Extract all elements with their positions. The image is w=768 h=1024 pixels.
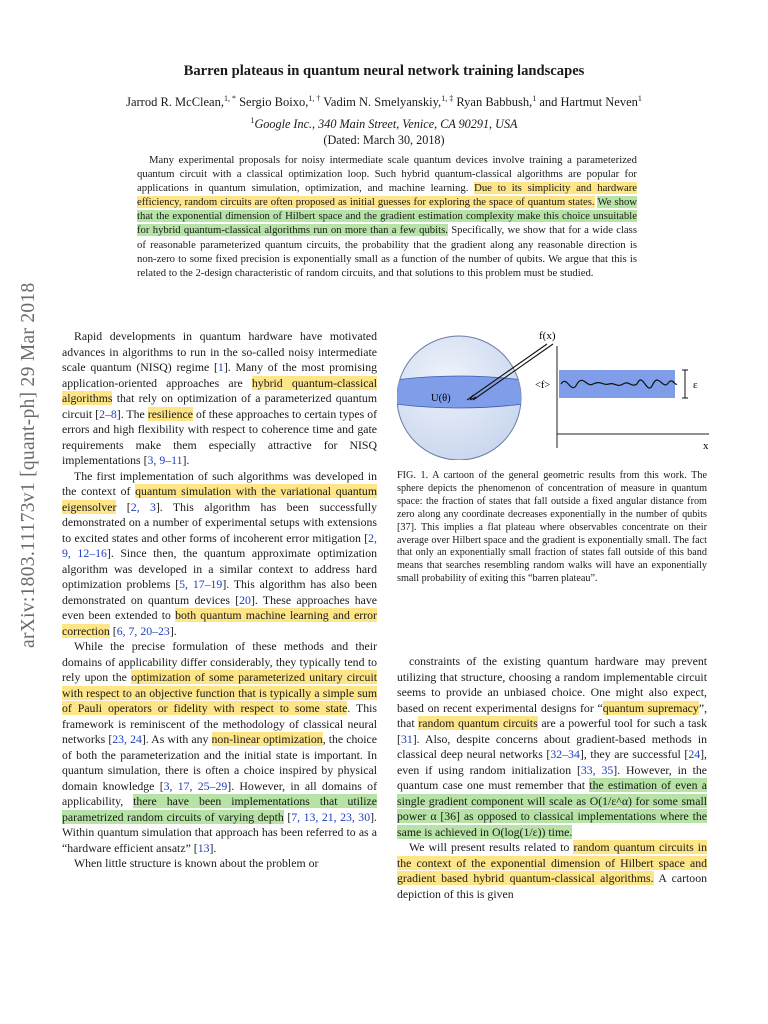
text-run: ]. The xyxy=(116,406,148,421)
right-column xyxy=(397,654,707,902)
author-mark: 1 xyxy=(532,93,537,103)
highlight-yellow: hybrid quantum-classical algorithms xyxy=(62,375,378,405)
x-axis-label: x xyxy=(703,440,709,452)
text-run: are a powerful tool for such a task [ xyxy=(397,716,707,746)
text-run: ]. Within quantum simulation that approach has been referred to as a “hardware efficient ansatz” [ xyxy=(62,809,377,855)
author-name: Jarrod R. McClean, xyxy=(126,95,224,109)
author-mark: 1, * xyxy=(223,93,236,103)
highlight-yellow: quantum supremacy xyxy=(602,700,699,715)
highlight-yellow: quantum simulation with the variational quantum eigensolver xyxy=(62,484,378,514)
citation-link[interactable]: 2–8 xyxy=(99,406,117,421)
citation-link[interactable]: 24 xyxy=(688,747,701,761)
arxiv-identifier: arXiv:1803.11173v1 [quant-ph] 29 Mar 2018 xyxy=(18,282,39,648)
date-line: (Dated: March 30, 2018) xyxy=(323,133,445,147)
citation-link[interactable]: 6, 7, 20–23 xyxy=(116,623,170,638)
highlight-green: We show that the exponential dimension of Hilbert space and the gradient estimation complexity make this choice unsuitable for hybrid quantum-classical algorithms run on more than a few qubits. xyxy=(137,196,638,237)
figure-1 xyxy=(397,330,717,460)
citation-link[interactable]: 20 xyxy=(239,592,251,607)
paragraph xyxy=(397,840,707,902)
paragraph xyxy=(62,329,377,469)
text-run: , the choice of both the parameterization and the initial state is important. In quantum simulation, there is often a choice inspired by physical domain knowledge [ xyxy=(62,732,377,793)
highlight-yellow: both quantum machine learning and error correction xyxy=(62,608,377,638)
text-run: ], they are successful [ xyxy=(579,747,689,761)
unitary-label: U(θ) xyxy=(431,393,451,404)
text-run: Many experimental proposals for noisy intermediate scale quantum devices involve training a parameterized quantum circuit with a classical optimization loop. Such hybrid quantum-classical algorithms are popular for applications in quantum simulation, optimization, and machine learning. xyxy=(137,154,637,195)
paragraph xyxy=(62,639,377,856)
text-run: ]. However, in all domains of applicability, xyxy=(62,778,377,808)
barren-plateau-cartoon xyxy=(397,330,717,460)
citation-link[interactable]: 13 xyxy=(197,840,210,855)
text-run: [ xyxy=(283,809,292,824)
paragraph xyxy=(62,856,377,872)
citation-link[interactable]: 5, 17–19 xyxy=(179,577,223,591)
highlight-yellow: random quantum circuits in the context of the exponential dimension of Hilbert space and gradient based hybrid quantum-classical algorithms. xyxy=(397,840,707,885)
text-run: While the precise formulation of these methods and their domains of applicability differ considerably, they typically tend to rely upon the xyxy=(62,639,377,684)
text-run: Rapid developments in quantum hardware have motivated advances in algorithms to run in the so-called noisy intermediate scale quantum (NISQ) regime [ xyxy=(62,329,377,374)
citation-link[interactable]: 3, 9–11 xyxy=(147,453,183,467)
highlight-yellow: non-linear optimization xyxy=(211,732,323,746)
text-run: ]. xyxy=(209,840,217,855)
text-run: The first implementation of such algorithms was developed in the context of xyxy=(62,468,377,498)
mean-f-label: <f> xyxy=(535,380,551,391)
text-run: ]. xyxy=(182,453,190,467)
author-name: Vadim N. Smelyanskiy, xyxy=(323,95,442,109)
text-run: [ xyxy=(109,623,117,638)
text-run: ]. Many of the most promising application-oriented approaches are xyxy=(62,360,377,390)
affiliation-mark: 1 xyxy=(250,115,255,125)
affiliation xyxy=(0,117,768,132)
highlight-yellow: resilience xyxy=(147,406,193,421)
citation-link[interactable]: 3, 17, 25–29 xyxy=(163,778,228,793)
text-run: ]. As with any xyxy=(141,732,212,746)
paper-title: Barren plateaus in quantum neural network training landscapes xyxy=(183,63,585,79)
text-run: ]. This algorithm has been successfully demonstrated on a number of experimental setups with extensions to excited states and other forms of incoherent error mitigation [ xyxy=(62,499,377,545)
text-run: [ xyxy=(116,499,131,514)
text-run: ”, that xyxy=(397,700,708,730)
text-run: ]. Also, despite concerns about gradient-based methods in classical deep neural networks [ xyxy=(397,731,707,761)
citation-link[interactable]: 32–34 xyxy=(550,747,580,761)
highlight-yellow: Due to its simplicity and hardware efficiency, random circuits are often proposed as initial guesses for exploring the space of quantum states. xyxy=(137,182,637,209)
highlight-green: there have been implementations that utilize parametrized random circuits of varying depth xyxy=(62,794,377,824)
author-mark: 1 xyxy=(637,93,642,103)
text-run: Specifically, we show that for a wide class of reasonable parameterized quantum circuits, the probability that the gradient along any reasonable direction is non-zero to some fixed precision is exponentially small as a function of the number of qubits. We argue that this is related to the 2-design characteristic of random circuits, and that solutions to this problem must be studied. xyxy=(137,224,637,279)
affiliation-address: Google Inc., 340 Main Street, Venice, CA 90291, USA xyxy=(254,117,518,131)
text-run: ]. Since then, the quantum approximate optimization algorithm was developed in a similar context to address hard optimization problems [ xyxy=(62,546,377,591)
citation-link[interactable]: 7, 13, 21, 23, 30 xyxy=(291,809,371,824)
author-name: and Hartmut Neven xyxy=(539,95,638,109)
citation-link[interactable]: 31 xyxy=(400,731,413,746)
text-run: ], even if using random initialization [ xyxy=(397,747,707,777)
author-name: Sergio Boixo, xyxy=(239,95,309,109)
epsilon-label: ε xyxy=(693,379,698,391)
text-run: constraints of the existing quantum hardware may prevent utilizing that structure, choosing a random implementable circuit seems to provide an unbiased choice. One might also expect, based on recent experimental designs for “ xyxy=(397,654,707,715)
author-list xyxy=(0,95,768,110)
author-mark: 1, ‡ xyxy=(441,93,454,103)
author-mark: 1, † xyxy=(308,93,321,103)
concentration-band xyxy=(397,376,523,408)
author-name: Ryan Babbush, xyxy=(456,95,533,109)
abstract xyxy=(137,153,637,280)
citation-link[interactable]: 1 xyxy=(217,360,224,374)
citation-link[interactable]: 2, 9, 12–16 xyxy=(62,530,377,560)
text-run: of these approaches to certain types of errors and high flexibility with respect to coherence time and gate requirements make them especially attractive for NISQ implementations [ xyxy=(62,406,378,467)
text-run: ]. xyxy=(169,623,177,638)
text-run: . This framework is reminiscent of the methodology of classical neural networks [ xyxy=(62,701,377,746)
highlight-yellow: random quantum circuits xyxy=(418,716,538,730)
text-run: ]. These approaches have even been extended to xyxy=(62,592,377,622)
text-run: We will present results related to xyxy=(409,840,574,854)
citation-link[interactable]: 2, 3 xyxy=(130,499,156,514)
text-run: ]. However, in the quantum case one must remember that xyxy=(397,762,708,792)
text-run: A cartoon depiction of this is given xyxy=(397,871,707,901)
citation-link[interactable]: 23, 24 xyxy=(112,732,142,746)
text-run: When little structure is known about the problem or xyxy=(74,856,319,870)
figure-caption: FIG. 1. A cartoon of the general geometric results from this work. The sphere depicts the phenomenon of concentration of measure in quantum space: the fraction of states that fall outside a fixed angular distance from zero along any coordinate decreases exponentially in the number of qubits [37]. This implies a flat plateau where observables concentrate on their average over Hilbert space and the gradient is exponentially small. The fact that only an exponentially small fraction of states fall outside of this band means that searches resembling random walks will have an exponentially small probability of exiting this “barren plateau”. xyxy=(397,470,707,585)
highlight-yellow: optimization of some parameterized unitary circuit with respect to an objective function that is typically a simple sum of Pauli operators or fidelity with respect to some state xyxy=(62,670,377,715)
paragraph xyxy=(397,654,707,840)
fx-axis-label: f(x) xyxy=(539,330,556,342)
highlight-green: the estimation of even a single gradient component will scale as O(1/ε^α) for some small power α [36] as opposed to classical implementations where the same is achieved in O(log(1/ε)) time. xyxy=(397,778,708,839)
citation-link[interactable]: 33, 35 xyxy=(580,762,614,777)
text-run: that rely on optimization of a parameterized quantum circuit [ xyxy=(62,391,377,421)
text-run: ]. This algorithm has also been demonstrated on quantum devices [ xyxy=(62,577,378,607)
paragraph xyxy=(62,469,377,640)
left-column xyxy=(62,329,377,872)
